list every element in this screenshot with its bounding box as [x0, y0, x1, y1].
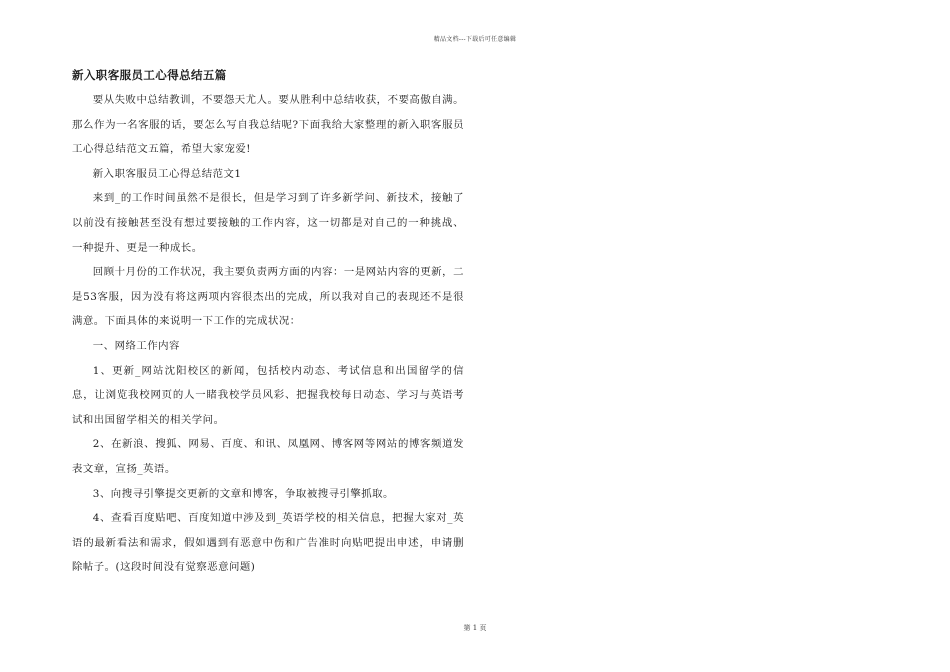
list-item: 4、查看百度贴吧、百度知道中涉及到_英语学校的相关信息，把握大家对_英语的最新看法和需求，假如遇到有恶意中伤和广告准时向贴吧提出申述，申请删除帖子。(这段时间没有觉察恶意问题): [72, 512, 464, 574]
paragraph: 回顾十月份的工作状况，我主要负责两方面的内容：一是网站内容的更新，二是53客服，因为没有将这两项内容很杰出的完成，所以我对自己的表现还不是很满意。下面具体的来说明一下工作的完成状况：: [72, 266, 464, 328]
page-header: 精品文档---下载后可任意编辑: [433, 36, 517, 43]
paragraph-subheading: 一、网络工作内容: [92, 339, 180, 352]
list-item: 1、更新_网站沈阳校区的新闻，包括校内动态、考试信息和出国留学的信息，让浏览我校网页的人一睹我校学员风彩、把握我校每日动态、学习与英语考试和出国留学相关的相关学问。: [72, 364, 464, 426]
list-item: 2、在新浪、搜狐、网易、百度、和讯、凤凰网、博客网等网站的博客频道发表文章，宣扬_英语。: [72, 438, 464, 475]
page-number: 第 1 页: [463, 624, 487, 632]
document-body: [72, 64, 464, 580]
paragraph: 来到_的工作时间虽然不是很长，但是学习到了许多新学问、新技术，接触了以前没有接触甚至没有想过要接触的工作内容，这一切都是对自己的一种挑战、一种提升、更是一种成长。: [72, 192, 464, 254]
paragraph-intro: 要从失败中总结教训，不要怨天尤人。要从胜利中总结收获，不要高傲自满。那么作为一名客服的话，要怎么写自我总结呢?下面我给大家整理的新入职客服员工心得总结范文五篇，希望大家宠爱!: [72, 94, 464, 156]
paragraph-section-heading: 新入职客服员工心得总结范文1: [92, 167, 242, 180]
document-title: 新入职客服员工心得总结五篇: [72, 68, 227, 82]
list-item: 3、向搜寻引擎提交更新的文章和博客，争取被搜寻引擎抓取。: [92, 487, 394, 500]
